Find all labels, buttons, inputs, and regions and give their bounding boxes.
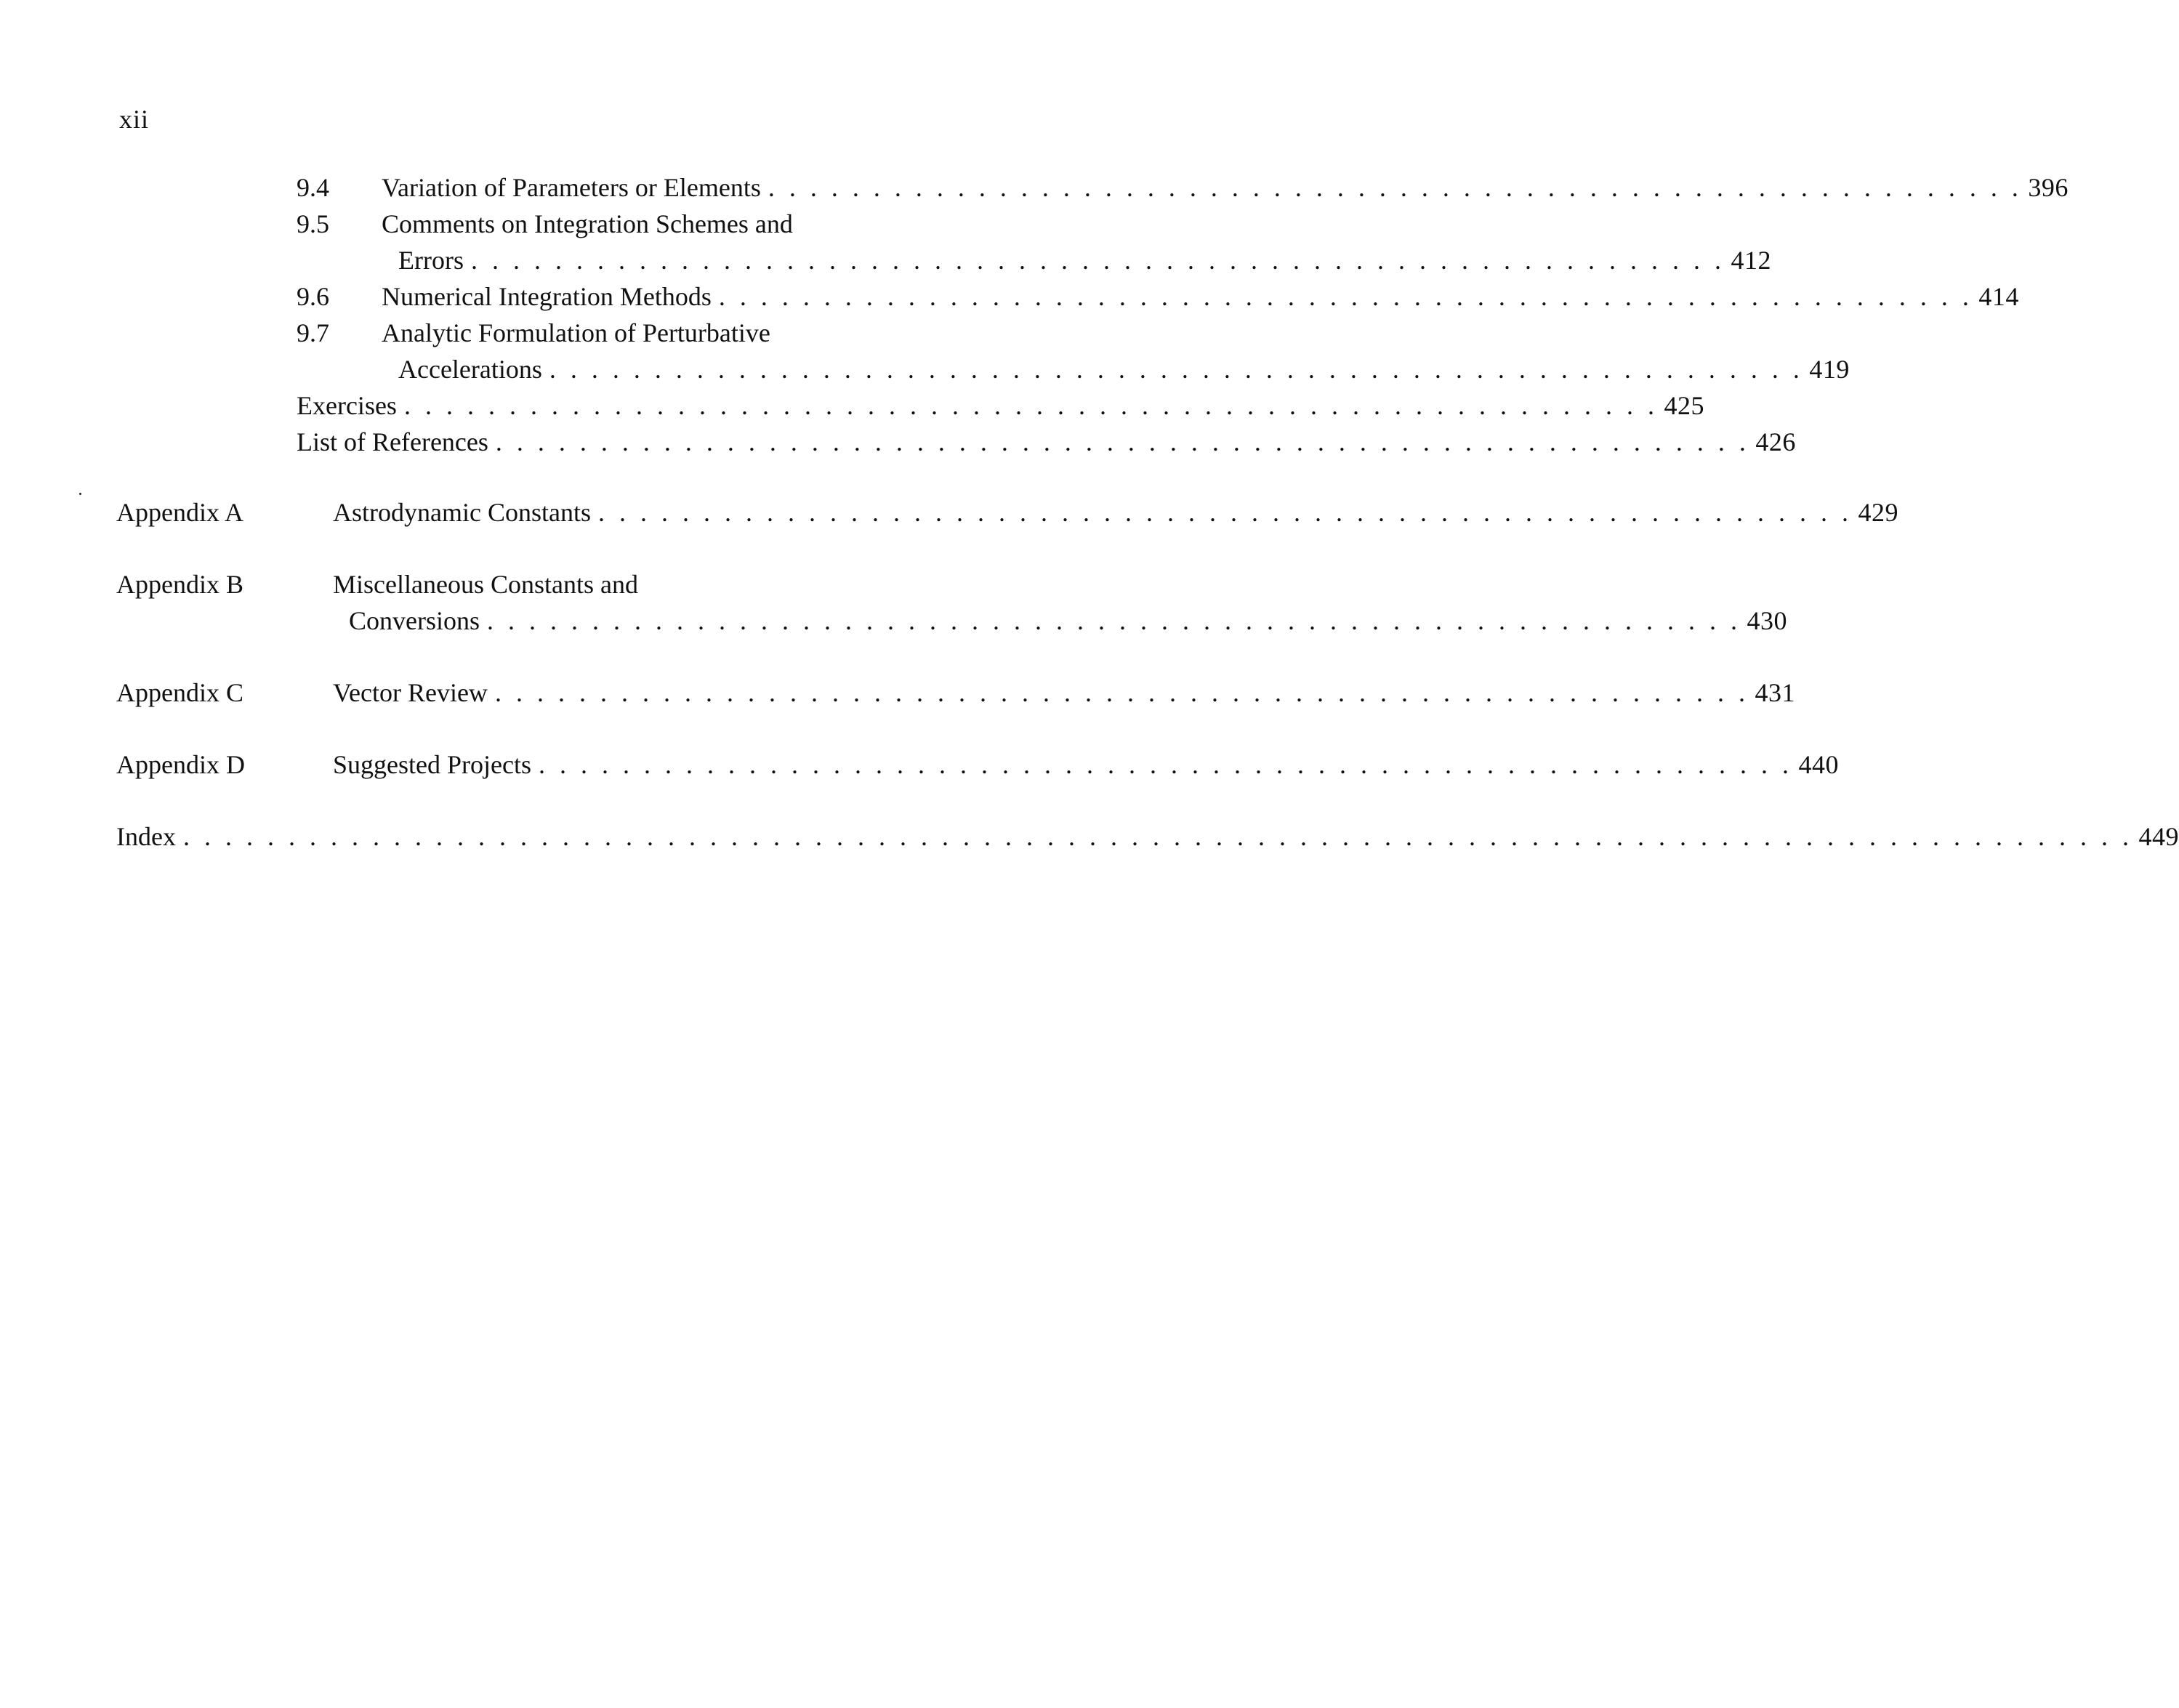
page-ref: 449 bbox=[2138, 822, 2179, 851]
appendix-title: Astrodynamic Constants bbox=[333, 498, 591, 527]
dot-leader: . . . . . . . . . . . . . . . . . . . . . . . . . . . . . . . . . . . . . . . . . . . . . . . . . . . . . . . . . . . . bbox=[470, 246, 1725, 275]
section-title-continued: Accelerations bbox=[398, 355, 542, 384]
section-title: Analytic Formulation of Perturbative bbox=[382, 318, 770, 347]
toc-entry-appendix-a bbox=[333, 494, 1898, 531]
toc-entry bbox=[382, 278, 2019, 315]
page-ref: 396 bbox=[2028, 173, 2069, 202]
section-title-continued: Errors bbox=[398, 246, 464, 275]
dot-leader: . . . . . . . . . . . . . . . . . . . . . . . . . . . . . . . . . . . . . . . . . . . . . . . . . . . . . . . . . . . . bbox=[538, 750, 1793, 779]
dot-leader: . . . . . . . . . . . . . . . . . . . . . . . . . . . . . . . . . . . . . . . . . . . . . . . . . . . . . . . . . . . . bbox=[495, 427, 1750, 456]
appendix-label: Appendix C bbox=[116, 678, 243, 707]
section-title: Numerical Integration Methods bbox=[382, 282, 712, 311]
section-number: 9.5 bbox=[297, 209, 329, 238]
section-number: 9.7 bbox=[297, 318, 329, 347]
page-number: xii bbox=[119, 105, 150, 134]
appendix-title: Miscellaneous Constants and bbox=[333, 570, 638, 599]
section-number: 9.4 bbox=[297, 173, 329, 202]
page-ref: 419 bbox=[1809, 355, 1850, 384]
toc-entry-appendix-d bbox=[333, 746, 1839, 783]
page-ref: 414 bbox=[1978, 282, 2019, 311]
page-ref: 431 bbox=[1755, 678, 1795, 707]
page-ref: 425 bbox=[1664, 391, 1704, 420]
page-ref: 430 bbox=[1747, 606, 1787, 635]
entry-title: List of References bbox=[297, 427, 488, 456]
section-number: 9.6 bbox=[297, 282, 329, 311]
page-ref: 429 bbox=[1858, 498, 1898, 527]
dot-leader: . . . . . . . . . . . . . . . . . . . . . . . . . . . . . . . . . . . . . . . . . . . . . . . . . . . . . . . . . . . . . . . . . . . . . . . . . . . . . . . . . . . . . . . . . . . . . bbox=[182, 822, 2133, 851]
toc-entry-exercises bbox=[297, 387, 1704, 424]
page-ref: 426 bbox=[1755, 427, 1796, 456]
index-title: Index bbox=[116, 822, 176, 851]
dot-leader: . . . . . . . . . . . . . . . . . . . . . . . . . . . . . . . . . . . . . . . . . . . . . . . . . . . . . . . . . . . . bbox=[487, 606, 1741, 635]
toc-entry-index bbox=[116, 818, 2179, 855]
dot-leader: . . . . . . . . . . . . . . . . . . . . . . . . . . . . . . . . . . . . . . . . . . . . . . . . . . . . . . . . . . . . bbox=[768, 173, 2023, 202]
appendix-label: Appendix D bbox=[116, 750, 245, 779]
section-title: Comments on Integration Schemes and bbox=[382, 209, 793, 238]
toc-entry bbox=[382, 169, 2069, 206]
dot-leader: . . . . . . . . . . . . . . . . . . . . . . . . . . . . . . . . . . . . . . . . . . . . . . . . . . . . . . . . . . . . bbox=[597, 498, 1853, 527]
dot-leader: . . . . . . . . . . . . . . . . . . . . . . . . . . . . . . . . . . . . . . . . . . . . . . . . . . . . . . . . . . . . bbox=[718, 282, 1973, 311]
toc-entry bbox=[398, 242, 1771, 278]
dot-leader: . . . . . . . . . . . . . . . . . . . . . . . . . . . . . . . . . . . . . . . . . . . . . . . . . . . . . . . . . . . . bbox=[549, 355, 1804, 384]
toc-entry-appendix-c bbox=[333, 674, 1795, 711]
appendix-title: Vector Review bbox=[333, 678, 488, 707]
dot-leader: . . . . . . . . . . . . . . . . . . . . . . . . . . . . . . . . . . . . . . . . . . . . . . . . . . . . . . . . . . . . bbox=[403, 391, 1659, 420]
page-ref: 440 bbox=[1798, 750, 1839, 779]
toc-entry bbox=[398, 351, 1850, 387]
dot-leader: . . . . . . . . . . . . . . . . . . . . . . . . . . . . . . . . . . . . . . . . . . . . . . . . . . . . . . . . . . . . bbox=[494, 678, 1749, 707]
print-speck bbox=[79, 493, 81, 495]
appendix-label: Appendix A bbox=[116, 498, 243, 527]
appendix-title-continued: Conversions bbox=[349, 606, 480, 635]
toc-entry-appendix-b bbox=[349, 603, 1787, 639]
toc-entry-references bbox=[297, 424, 1796, 460]
page-ref: 412 bbox=[1731, 246, 1771, 275]
section-title: Variation of Parameters or Elements bbox=[382, 173, 761, 202]
appendix-label: Appendix B bbox=[116, 570, 243, 599]
appendix-title: Suggested Projects bbox=[333, 750, 531, 779]
entry-title: Exercises bbox=[297, 391, 397, 420]
